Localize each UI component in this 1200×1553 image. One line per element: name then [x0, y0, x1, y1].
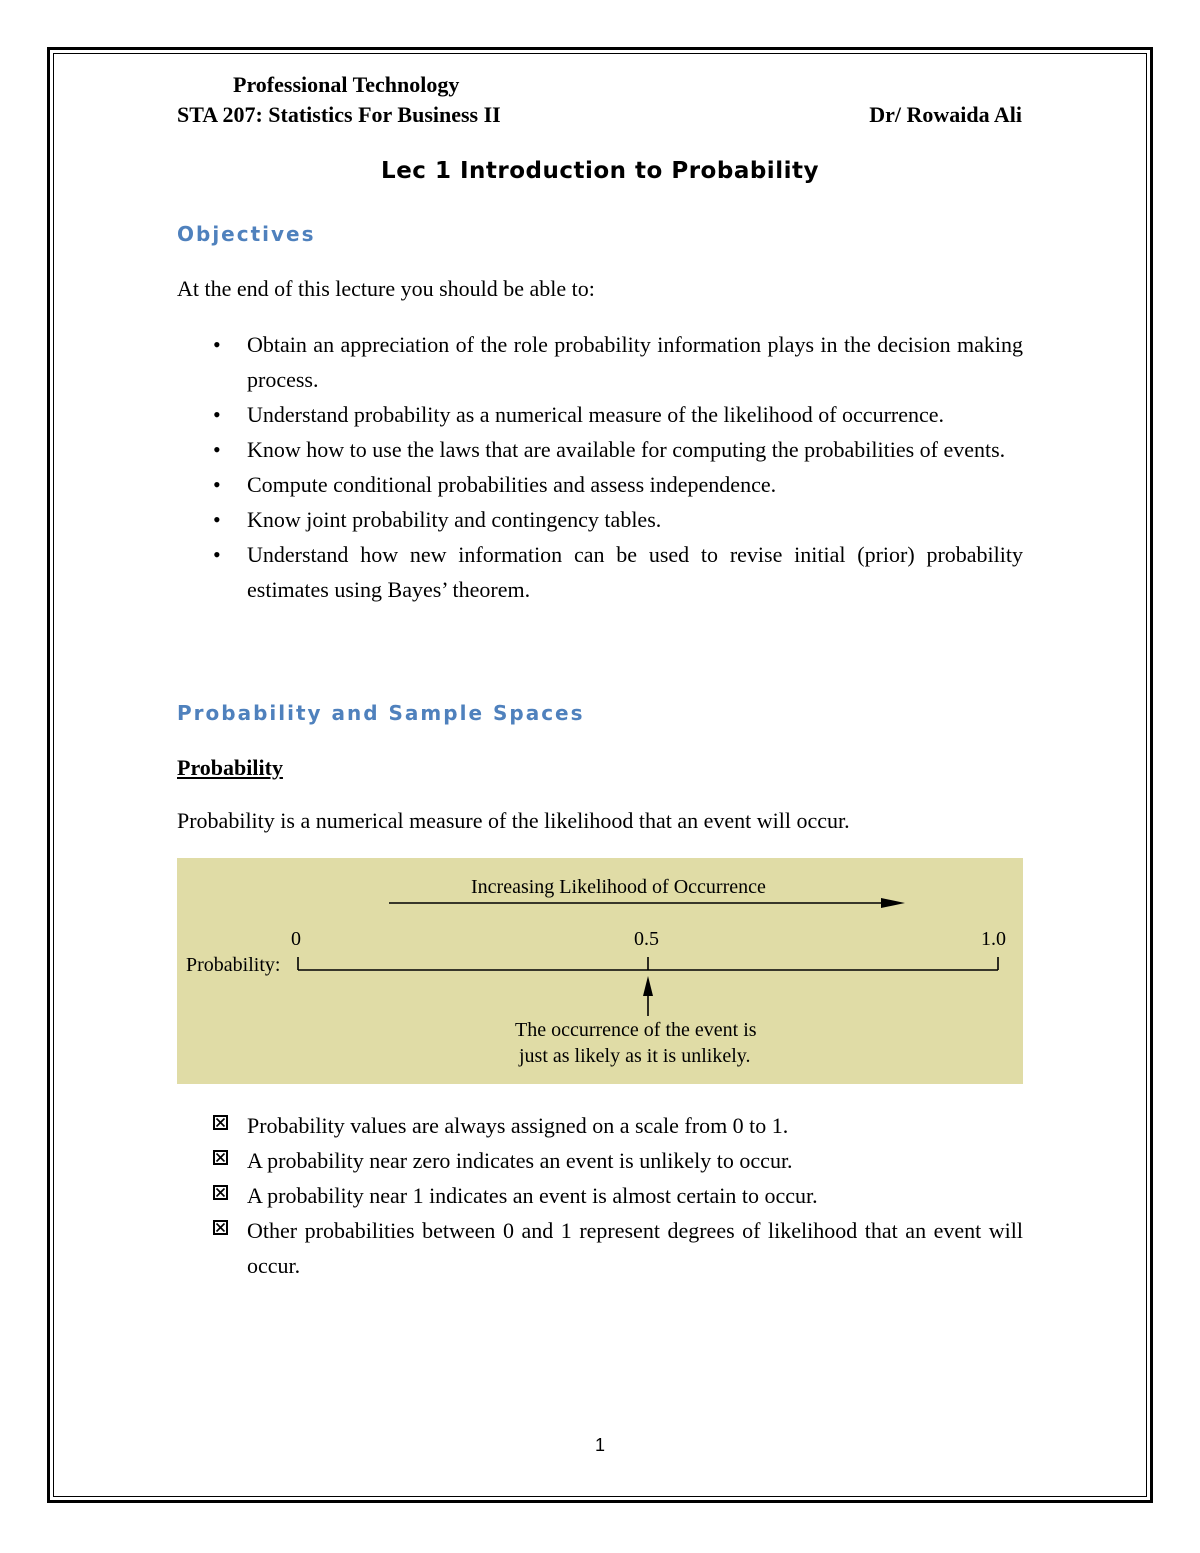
mid-note-line2: just as likely as it is unlikely. — [519, 1045, 751, 1067]
probability-definition: Probability is a numerical measure of the likelihood that an event will occur. — [177, 808, 850, 833]
mid-pointer-head — [643, 976, 653, 996]
subheading-probability: Probability — [177, 755, 283, 780]
section-heading-probability-sample-spaces: Probability and Sample Spaces — [177, 701, 585, 725]
page-number: 1 — [594, 1435, 605, 1455]
list-item: Probability values are always assigned on a scale from 0 to 1. — [177, 1108, 1023, 1143]
header-instructor: Dr/ Rowaida Ali — [869, 102, 1022, 127]
probability-scale-figure — [177, 858, 1023, 1084]
bullet-icon: • — [213, 402, 221, 427]
list-item: A probability near 1 indicates an event is almost certain to occur. — [177, 1178, 1023, 1213]
tick-label-0.5: 0.5 — [634, 928, 659, 950]
list-item: • Know how to use the laws that are available for computing the probabilities of events. — [177, 432, 1023, 467]
checkbox-x-icon — [213, 1185, 228, 1200]
list-item: Other probabilities between 0 and 1 represent degrees of likelihood that an event will occur. — [177, 1213, 1023, 1283]
tick-label-1.0: 1.0 — [981, 928, 1006, 950]
facts-list — [177, 1108, 1023, 1283]
bullet-icon: • — [213, 332, 221, 357]
bullet-icon: • — [213, 507, 221, 532]
header-org: Professional Technology — [233, 72, 460, 97]
figure-arrow-label: Increasing Likelihood of Occurrence — [471, 876, 766, 898]
list-item: • Understand how new information can be used to revise initial (prior) probability estimates using Bayes’ theorem. — [177, 537, 1023, 607]
checkbox-x-icon — [213, 1220, 228, 1235]
list-item: • Understand probability as a numerical measure of the likelihood of occurrence. — [177, 397, 1023, 432]
axis-label: Probability: — [186, 954, 281, 976]
page-title: Lec 1 Introduction to Probability — [381, 158, 819, 184]
bullet-icon: • — [213, 472, 221, 497]
mid-note-line1: The occurrence of the event is — [515, 1019, 757, 1041]
bullet-icon: • — [213, 542, 221, 567]
list-item: A probability near zero indicates an event is unlikely to occur. — [177, 1143, 1023, 1178]
objectives-intro: At the end of this lecture you should be able to: — [177, 276, 595, 301]
likelihood-arrow-head — [881, 898, 905, 908]
objectives-heading: Objectives — [177, 222, 316, 246]
list-item: • Obtain an appreciation of the role probability information plays in the decision making process. — [177, 327, 1023, 397]
objectives-list — [177, 327, 1023, 607]
tick-label-0: 0 — [291, 928, 301, 950]
checkbox-x-icon — [213, 1115, 228, 1130]
list-item: • Compute conditional probabilities and assess independence. — [177, 467, 1023, 502]
bullet-icon: • — [213, 437, 221, 462]
list-item: • Know joint probability and contingency tables. — [177, 502, 1023, 537]
checkbox-x-icon — [213, 1150, 228, 1165]
header-course: STA 207: Statistics For Business II — [177, 102, 501, 127]
